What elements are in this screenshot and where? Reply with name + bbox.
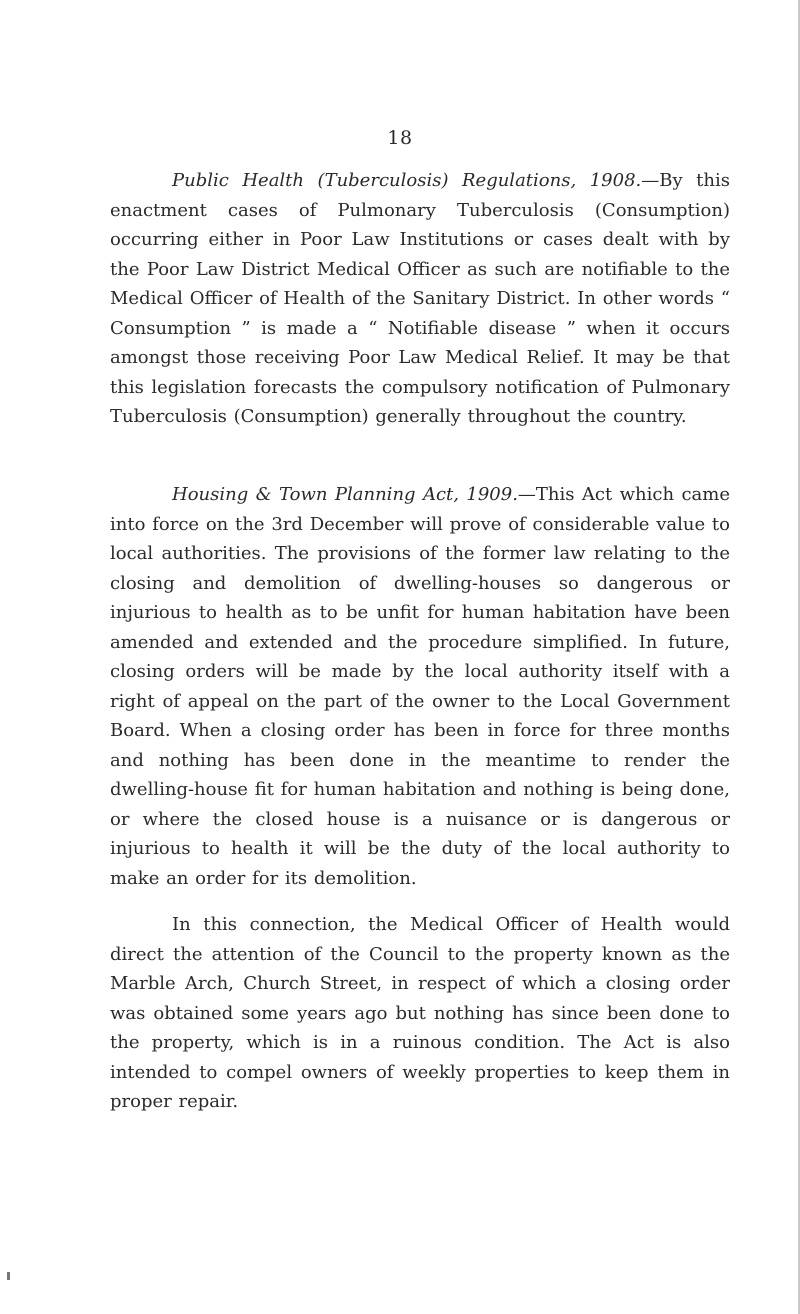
paragraph-body: In this connection, the Medical Officer of Health would direct the attention of the Council to the property known as the Marble Arch, Church Street, in respect of which a closing order was obtained some years ago but nothing has since been done to the property, which is in a ruinous condition. The Act is also intended to compel owners of weekly properties to keep them in proper repair. [110,914,730,1112]
paragraph-text [110,166,730,432]
paragraph-body: —This Act which came into force on the 3rd December will prove of considerable value to local authorities. The provisions of the former law relating to the closing and demolition of dwelling-houses so dangerous or injurious to health as to be unfit for human habitation have been amended and extended and the procedure simplified. In future, closing orders will be made by the local authority itself with a right of appeal on the part of the owner to the Local Government Board. When a closing order has been in force for three months and nothing has been done in the meantime to render the dwelling-house fit for human habitation and nothing is being done, or where the closed house is a nuisance or is dangerous or injurious to health it will be the duty of the local authority to make an order for its demolition. [110,484,730,889]
paragraph-text [110,480,730,893]
paragraph-body: —By this enactment cases of Pulmonary Tuberculosis (Consumption) occurring either in Poor Law Institutions or cases dealt with by the Poor Law District Medical Officer as such are notifiable to the Medical Officer of Health of the Sanitary District. In other words “ Consumption ” is made a “ Notifiable disease ” when it occurs amongst those receiving Poor Law Medical Relief. It may be that this legislation forecasts the compulsory notification of Pulmonary Tuberculosis (Consumption) generally throughout the country. [110,170,730,427]
scan-mark [7,1272,10,1280]
page-number: 18 [387,127,413,149]
paragraph-title: Public Health (Tuberculosis) Regulations, 1908. [172,170,642,191]
paragraph-marble-arch [110,910,730,1117]
paragraph-tuberculosis-regulations [110,166,730,432]
paragraph-title: Housing & Town Planning Act, 1909. [172,484,518,505]
paragraph-housing-act [110,480,730,893]
paragraph-text [110,910,730,1117]
